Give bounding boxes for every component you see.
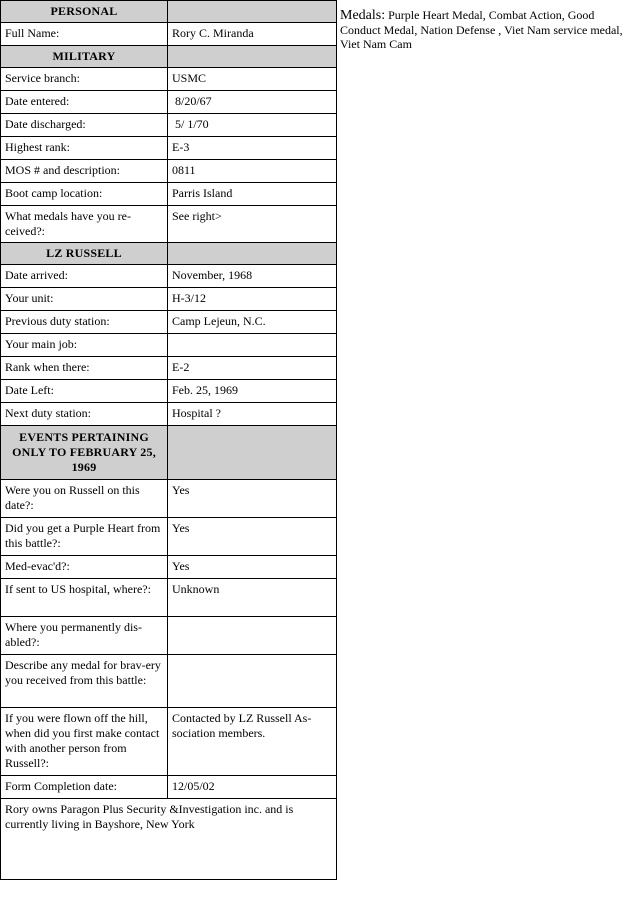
field-value: Unknown — [168, 579, 337, 617]
medals-note — [340, 8, 636, 51]
field-label: Date entered: — [1, 91, 168, 114]
section-header-personal — [1, 1, 337, 23]
field-value: Yes — [168, 556, 337, 579]
field-label: Boot camp location: — [1, 183, 168, 206]
field-value: 8/20/67 — [168, 91, 337, 114]
notes-text: Rory owns Paragon Plus Security &Investigation inc. and is currently living in Bayshore, New York — [1, 799, 337, 880]
table-row — [1, 403, 337, 426]
field-value: Rory C. Miranda — [168, 23, 337, 46]
field-value: November, 1968 — [168, 265, 337, 288]
field-label: What medals have you re-ceived?: — [1, 206, 168, 243]
field-value — [168, 334, 337, 357]
medals-label: Medals: — [340, 8, 386, 23]
field-value: Hospital ? — [168, 403, 337, 426]
table-row — [1, 160, 337, 183]
field-label: Describe any medal for brav-ery you received from this battle: — [1, 655, 168, 708]
field-label: Did you get a Purple Heart from this battle?: — [1, 518, 168, 556]
field-value: 12/05/02 — [168, 776, 337, 799]
medals-text: Purple Heart Medal, Combat Action, Good Conduct Medal, Nation Defense , Viet Nam service medal, Viet Nam Cam — [340, 8, 623, 51]
field-label: Date Left: — [1, 380, 168, 403]
field-value: See right> — [168, 206, 337, 243]
field-label: Service branch: — [1, 68, 168, 91]
table-row — [1, 380, 337, 403]
field-label: Your unit: — [1, 288, 168, 311]
field-value: H-3/12 — [168, 288, 337, 311]
table-row — [1, 708, 337, 776]
table-row — [1, 617, 337, 655]
field-value: Yes — [168, 480, 337, 518]
field-value: Feb. 25, 1969 — [168, 380, 337, 403]
field-value: Yes — [168, 518, 337, 556]
section-title: LZ RUSSELL — [1, 243, 168, 265]
field-label: Rank when there: — [1, 357, 168, 380]
table-row — [1, 357, 337, 380]
field-label: Were you on Russell on this date?: — [1, 480, 168, 518]
field-label: Next duty station: — [1, 403, 168, 426]
table-row — [1, 68, 337, 91]
field-label: Highest rank: — [1, 137, 168, 160]
table-row — [1, 265, 337, 288]
section-title: EVENTS PERTAINING ONLY TO FEBRUARY 25, 1969 — [1, 426, 168, 480]
field-value: E-3 — [168, 137, 337, 160]
field-label: Where you permanently dis-abled?: — [1, 617, 168, 655]
table-row — [1, 23, 337, 46]
field-label: Previous duty station: — [1, 311, 168, 334]
section-title: PERSONAL — [1, 1, 168, 23]
table-row — [1, 311, 337, 334]
field-value: Camp Lejeun, N.C. — [168, 311, 337, 334]
table-row — [1, 137, 337, 160]
field-value: Contacted by LZ Russell As-sociation members. — [168, 708, 337, 776]
table-row — [1, 655, 337, 708]
field-label: Med-evac'd?: — [1, 556, 168, 579]
table-row — [1, 480, 337, 518]
field-label: If you were flown off the hill, when did you first make contact with another person from Russell?: — [1, 708, 168, 776]
field-label: MOS # and description: — [1, 160, 168, 183]
table-row — [1, 183, 337, 206]
table-row — [1, 114, 337, 137]
field-value: Parris Island — [168, 183, 337, 206]
section-title: MILITARY — [1, 46, 168, 68]
field-value — [168, 655, 337, 708]
field-value: E-2 — [168, 357, 337, 380]
table-row — [1, 776, 337, 799]
field-value: 0811 — [168, 160, 337, 183]
table-row — [1, 556, 337, 579]
field-label: Date discharged: — [1, 114, 168, 137]
table-row — [1, 288, 337, 311]
table-row — [1, 206, 337, 243]
table-row — [1, 334, 337, 357]
notes-row — [1, 799, 337, 880]
field-value: USMC — [168, 68, 337, 91]
section-header-lz-russell — [1, 243, 337, 265]
field-value — [168, 617, 337, 655]
field-label: Your main job: — [1, 334, 168, 357]
field-value: 5/ 1/70 — [168, 114, 337, 137]
table-row — [1, 579, 337, 617]
section-header-events — [1, 426, 337, 480]
field-label: Full Name: — [1, 23, 168, 46]
field-label: If sent to US hospital, where?: — [1, 579, 168, 617]
section-header-military — [1, 46, 337, 68]
table-row — [1, 518, 337, 556]
field-label: Form Completion date: — [1, 776, 168, 799]
field-label: Date arrived: — [1, 265, 168, 288]
table-row — [1, 91, 337, 114]
